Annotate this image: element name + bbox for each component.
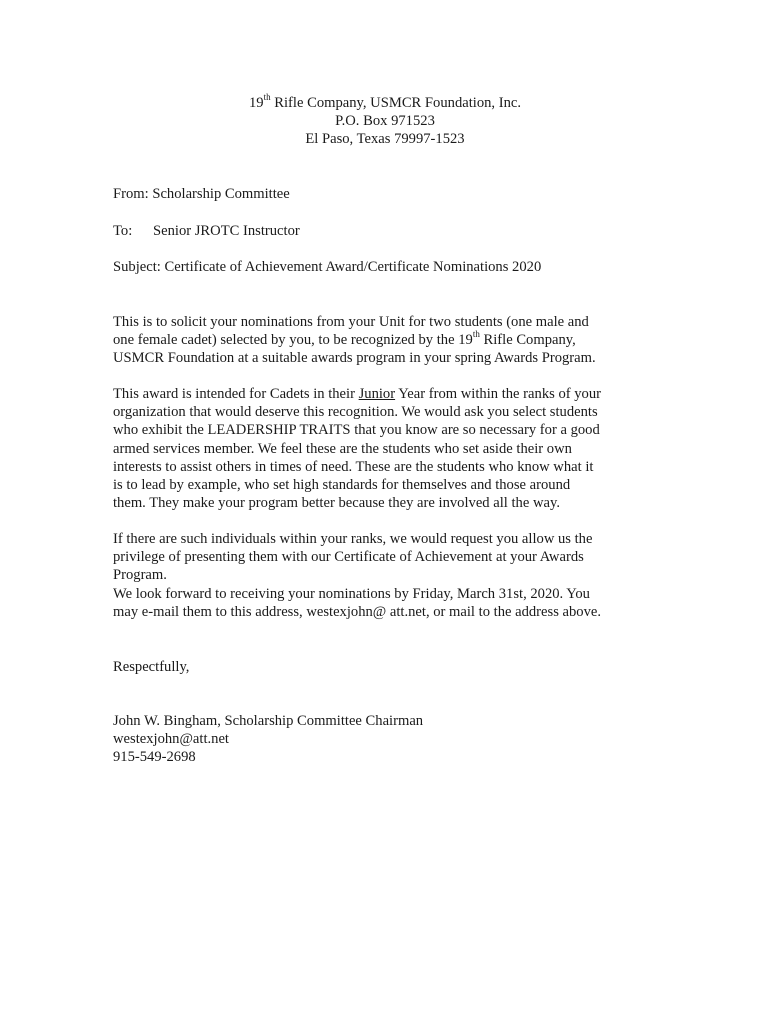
signature-block [113, 712, 658, 767]
paragraph-2: This award is intended for Cadets in their Junior Year from within the ranks of your organization that would deserve this recognition. We would ask you select students who exhibit the LEADERSHIP TRAITS that you know are so necessary for a good armed services member. We feel these are the students who set aside their own interests to assist others in times of need. These are the students who know what it is to lead by example, who set high standards for themselves and those around them. They make your program better because they are involved all the way. [113, 386, 601, 512]
junior-emphasis: Junior [358, 386, 396, 402]
letterhead [0, 94, 770, 149]
city-state-zip: El Paso, Texas 79997-1523 [305, 131, 465, 148]
to-line [113, 222, 658, 240]
salutation: Respectfully, [113, 659, 190, 675]
po-box: P.O. Box 971523 [335, 113, 435, 130]
paragraph-3: If there are such individuals within your ranks, we would request you allow us the privilege of presenting them with our Certificate of Achievement at your Awards Program. We look forward to receiving your nominations by Friday, March 31st, 2020. You may e-mail them to this address, westexjohn@ att.net, or mail to the address above. [113, 531, 602, 620]
to-label: To: [113, 223, 133, 239]
paragraph-1: This is to solicit your nominations from your Unit for two students (one male and one female cadet) selected by you, to be recognized by the 19th Rifle Company, USMCR Foundation at a suitable awards program in your spring Awards Program. [113, 314, 596, 367]
from-line: From: Scholarship Committee [113, 186, 290, 202]
org-name: 19th Rifle Company, USMCR Foundation, Inc. [249, 92, 521, 111]
to-value: Senior JROTC Instructor [153, 223, 300, 239]
signer-name: John W. Bingham, Scholarship Committee Chairman [113, 713, 424, 729]
signer-phone: 915-549-2698 [113, 749, 196, 766]
subject-line: Subject: Certificate of Achievement Award/Certificate Nominations 2020 [113, 259, 542, 275]
signer-email: westexjohn@att.net [113, 731, 229, 748]
